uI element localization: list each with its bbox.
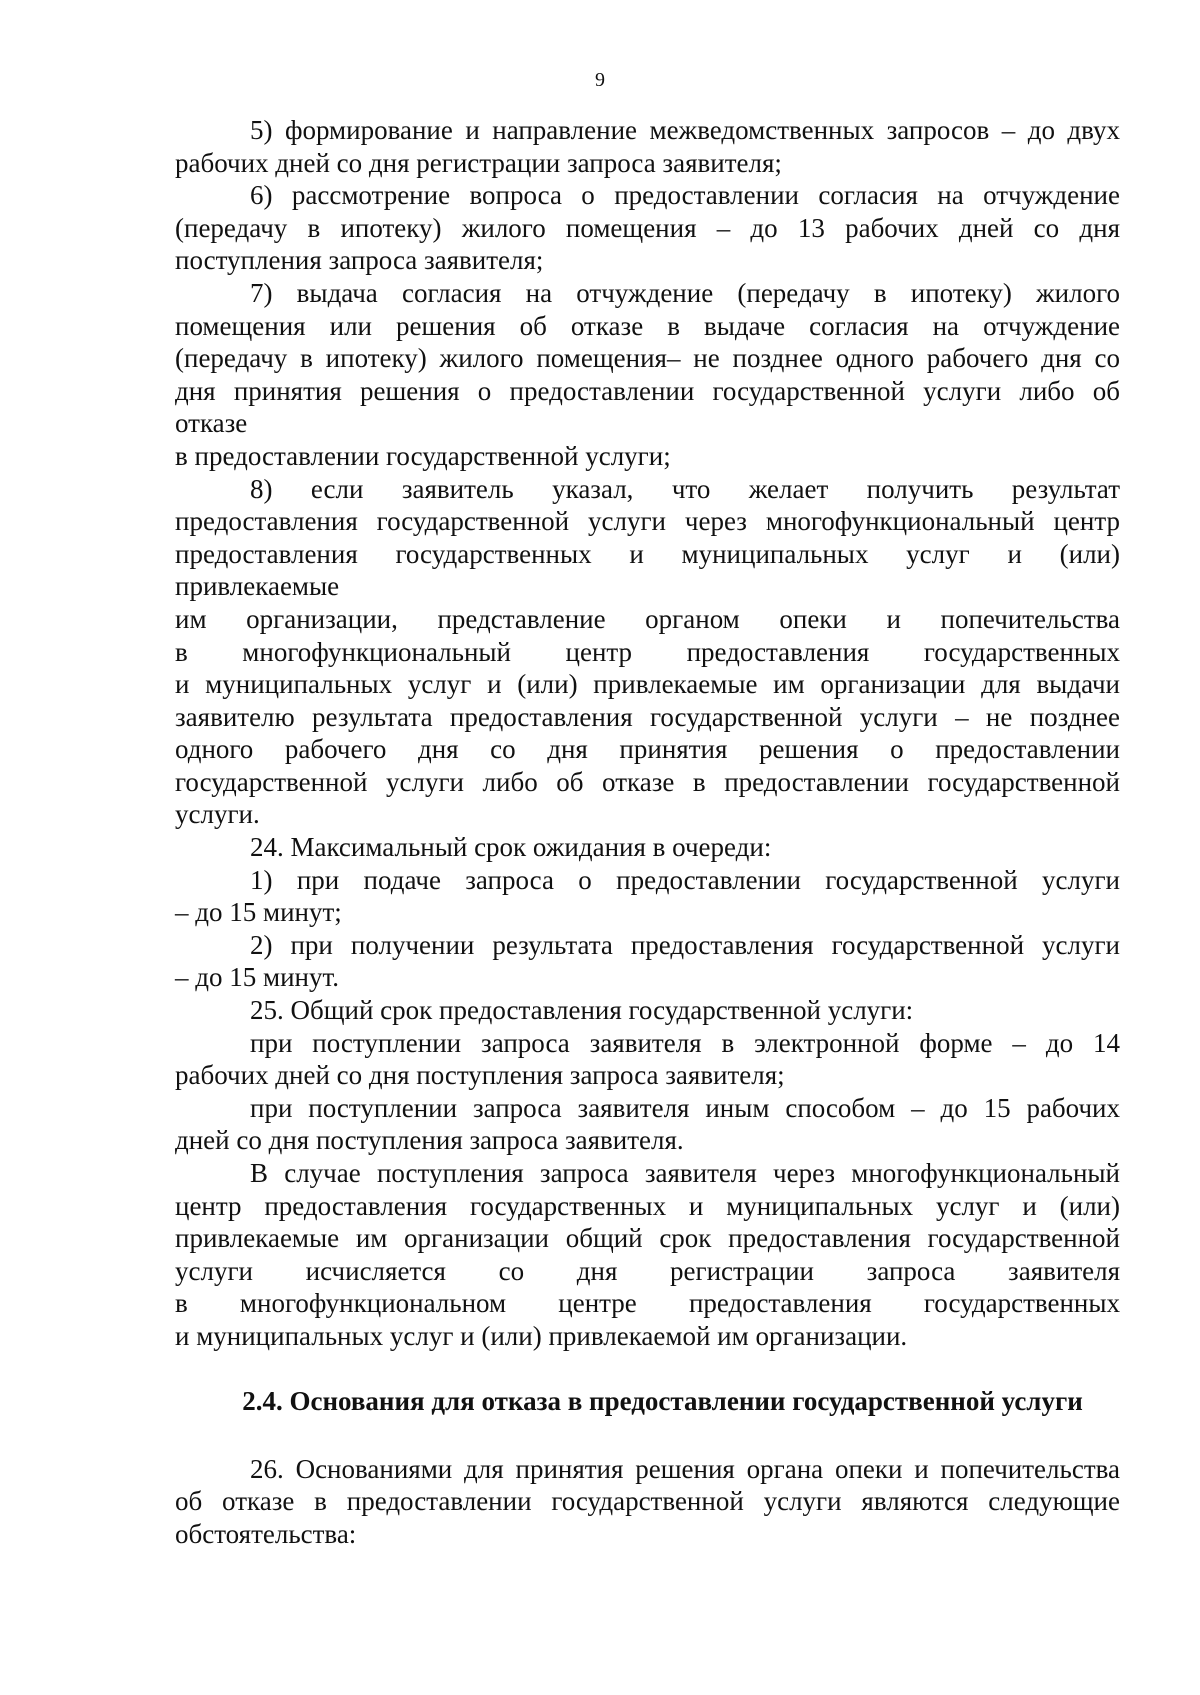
text-line: услуги.: [175, 799, 260, 830]
text-line: об отказе в предоставлении государственной услуги являются следующие: [175, 1486, 1120, 1517]
section-2-3-text: [175, 114, 1120, 1353]
section-heading: 2.4. Основания для отказа в предоставлении государственной услуги: [242, 1385, 1083, 1416]
text-line: государственной услуги либо об отказе в предоставлении государственной: [175, 766, 1120, 797]
text-line: 2) при получении результата предоставления государственной услуги: [250, 929, 1120, 960]
text-line: рабочих дней со дня регистрации запроса заявителя;: [175, 147, 782, 178]
text-line: – до 15 минут.: [175, 962, 339, 993]
text-line: 25. Общий срок предоставления государственной услуги:: [250, 995, 914, 1026]
text-line: услуги исчисляется со дня регистрации запроса заявителя: [175, 1255, 1120, 1286]
text-line: одного рабочего дня со дня принятия решения о предоставлении: [175, 734, 1120, 765]
text-line: привлекаемые им организации общий срок предоставления государственной: [175, 1223, 1120, 1254]
text-line: 24. Максимальный срок ожидания в очереди:: [250, 832, 772, 863]
text-line: центр предоставления государственных и муниципальных услуг и (или): [175, 1190, 1120, 1221]
text-line: предоставления государственной услуги через многофункциональный центр: [175, 506, 1120, 537]
text-line: им организации, представление органом опеки и попечительства: [175, 603, 1120, 634]
text-line: 7) выдача согласия на отчуждение (передачу в ипотеку) жилого: [250, 277, 1120, 308]
page-number: 9: [595, 69, 605, 91]
text-line: (передачу в ипотеку) жилого помещения – до 13 рабочих дней со дня: [175, 212, 1120, 243]
text-line: в предоставлении государственной услуги;: [175, 440, 671, 471]
text-line: 1) при подаче запроса о предоставлении государственной услуги: [250, 864, 1120, 895]
text-line: помещения или решения об отказе в выдаче согласия на отчуждение: [175, 310, 1120, 341]
text-line: заявителю результата предоставления государственной услуги – не позднее: [175, 701, 1120, 732]
document-body: [175, 114, 1120, 1550]
text-line: при поступлении запроса заявителя в электронной форме – до 14: [250, 1027, 1120, 1058]
text-line: и муниципальных услуг и (или) привлекаемой им организации.: [175, 1320, 908, 1351]
text-line: при поступлении запроса заявителя иным способом – до 15 рабочих: [250, 1092, 1120, 1123]
text-line: рабочих дней со дня поступления запроса заявителя;: [175, 1060, 785, 1091]
text-line: – до 15 минут;: [175, 897, 342, 928]
text-line: В случае поступления запроса заявителя через многофункциональный: [250, 1158, 1120, 1188]
text-line: поступления запроса заявителя;: [175, 245, 544, 276]
text-line: и муниципальных услуг и (или) привлекаемые им организации для выдачи: [175, 669, 1120, 700]
text-line: предоставления государственных и муниципальных услуг и (или): [175, 538, 1120, 569]
text-line: дня принятия решения о предоставлении государственной услуги либо об: [175, 375, 1120, 406]
section-2-4-text: [175, 1453, 1120, 1551]
text-line: 6) рассмотрение вопроса о предоставлении согласия на отчуждение: [250, 180, 1120, 211]
text-line: в многофункциональный центр предоставления государственных: [175, 636, 1120, 667]
text-line: (передачу в ипотеку) жилого помещения– не позднее одного рабочего дня со: [175, 343, 1120, 374]
text-line: дней со дня поступления запроса заявителя.: [175, 1125, 684, 1156]
text-line: обстоятельства:: [175, 1518, 357, 1549]
text-line: в многофункциональном центре предоставления государственных: [175, 1288, 1120, 1319]
text-line: привлекаемые: [175, 571, 340, 602]
text-line: 8) если заявитель указал, что желает получить результат: [250, 473, 1120, 504]
text-line: 26. Основаниями для принятия решения органа опеки и попечительства: [250, 1453, 1120, 1484]
text-line: 5) формирование и направление межведомственных запросов – до двух: [250, 115, 1120, 145]
text-line: отказе: [175, 408, 248, 439]
